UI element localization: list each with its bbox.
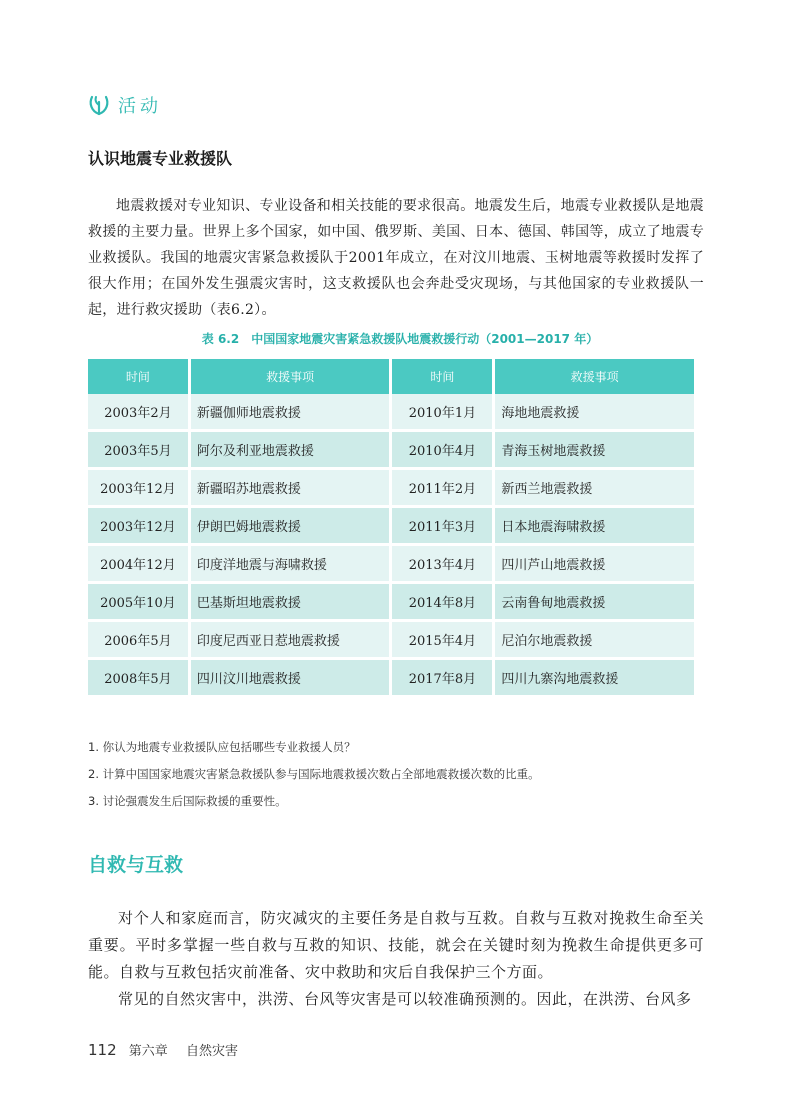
section-paragraph: 对个人和家庭而言，防灾减灾的主要任务是自救与互救。自救与互救对挽救生命至关重要。平时多掌握一些自救与互救的知识、技能，就会在关键时刻为挽救生命提供更多可能。自救与互救包括灾前准备、灾中救助和灾后自我保护三个方面。 [88, 909, 704, 981]
table-row [88, 469, 694, 507]
table-row [88, 545, 694, 583]
chapter-label: 第六章 [128, 1044, 168, 1059]
table-cell-event: 海地地震救援 [494, 394, 694, 431]
header-time-2: 时间 [391, 359, 494, 394]
table-cell-time: 2011年2月 [391, 469, 494, 507]
table-cell-event: 四川芦山地震救援 [494, 545, 694, 583]
page-number: 112 [88, 1041, 117, 1059]
table-cell-event: 新西兰地震救援 [494, 469, 694, 507]
table-cell-time: 2006年5月 [88, 621, 189, 659]
table-row [88, 621, 694, 659]
table-cell-event: 印度洋地震与海啸救援 [189, 545, 391, 583]
table-cell-time: 2008年5月 [88, 659, 189, 697]
table-cell-event: 阿尔及利亚地震救援 [189, 431, 391, 469]
table-cell-event: 新疆昭苏地震救援 [189, 469, 391, 507]
table-cell-event: 云南鲁甸地震救援 [494, 583, 694, 621]
table-row [88, 431, 694, 469]
activity-title: 认识地震专业救援队 [88, 149, 233, 168]
table-row [88, 507, 694, 545]
leaf-bulb-icon [88, 93, 110, 117]
activity-label: 活动 [118, 96, 162, 117]
table-header-row [88, 359, 694, 394]
activity-body: 地震救援对专业知识、专业设备和相关技能的要求很高。地震发生后，地震专业救援队是地震救援的主要力量。世界上多个国家，如中国、俄罗斯、美国、日本、德国、韩国等，成立了地震专业救援队。我国的地震灾害紧急救援队于2001年成立，在对汶川地震、玉树地震等救援时发挥了很大作用；在国外发生强震灾害时，这支救援队也会奔赴受灾现场，与其他国家的专业救援队一起，进行救灾援助（表6.2）。 [88, 198, 704, 318]
table-row [88, 394, 694, 431]
section-heading: 自救与互救 [88, 854, 184, 876]
table-caption: 表 6.2 中国国家地震灾害紧急救援队地震救援行动（2001—2017 年） [201, 332, 599, 346]
table-cell-time: 2004年12月 [88, 545, 189, 583]
page-footer [88, 1040, 238, 1059]
table-cell-time: 2003年12月 [88, 469, 189, 507]
table-cell-event: 尼泊尔地震救援 [494, 621, 694, 659]
table-cell-time: 2003年2月 [88, 394, 189, 431]
table-cell-time: 2017年8月 [391, 659, 494, 697]
question-item: 1. 你认为地震专业救援队应包括哪些专业救援人员？ [88, 740, 356, 754]
header-event-1: 救援事项 [189, 359, 391, 394]
table-row [88, 659, 694, 697]
chapter-title: 自然灾害 [185, 1044, 238, 1059]
table-cell-event: 伊朗巴姆地震救援 [189, 507, 391, 545]
table-cell-time: 2010年4月 [391, 431, 494, 469]
activity-header [88, 92, 162, 118]
header-time-1: 时间 [88, 359, 189, 394]
question-item: 2. 计算中国国家地震灾害紧急救援队参与国际地震救援次数占全部地震救援次数的比重。 [88, 767, 540, 781]
table-cell-time: 2014年8月 [391, 583, 494, 621]
table-cell-event: 印度尼西亚日惹地震救援 [189, 621, 391, 659]
table-cell-time: 2003年5月 [88, 431, 189, 469]
table-cell-time: 2015年4月 [391, 621, 494, 659]
table-cell-event: 新疆伽师地震救援 [189, 394, 391, 431]
section-paragraph: 常见的自然灾害中，洪涝、台风等灾害是可以较准确预测的。因此，在洪涝、台风多 [118, 990, 692, 1008]
table-cell-time: 2010年1月 [391, 394, 494, 431]
table-cell-time: 2011年3月 [391, 507, 494, 545]
header-event-2: 救援事项 [494, 359, 694, 394]
question-item: 3. 讨论强震发生后国际救援的重要性。 [88, 794, 287, 808]
table-cell-event: 巴基斯坦地震救援 [189, 583, 391, 621]
table-cell-event: 日本地震海啸救援 [494, 507, 694, 545]
table-cell-time: 2005年10月 [88, 583, 189, 621]
activity-questions [88, 734, 540, 815]
table-cell-time: 2013年4月 [391, 545, 494, 583]
table-cell-event: 青海玉树地震救援 [494, 431, 694, 469]
table-cell-event: 四川九寨沟地震救援 [494, 659, 694, 697]
rescue-table [88, 359, 694, 698]
table-row [88, 583, 694, 621]
section-body [88, 905, 704, 1013]
table-cell-time: 2003年12月 [88, 507, 189, 545]
table-cell-event: 四川汶川地震救援 [189, 659, 391, 697]
